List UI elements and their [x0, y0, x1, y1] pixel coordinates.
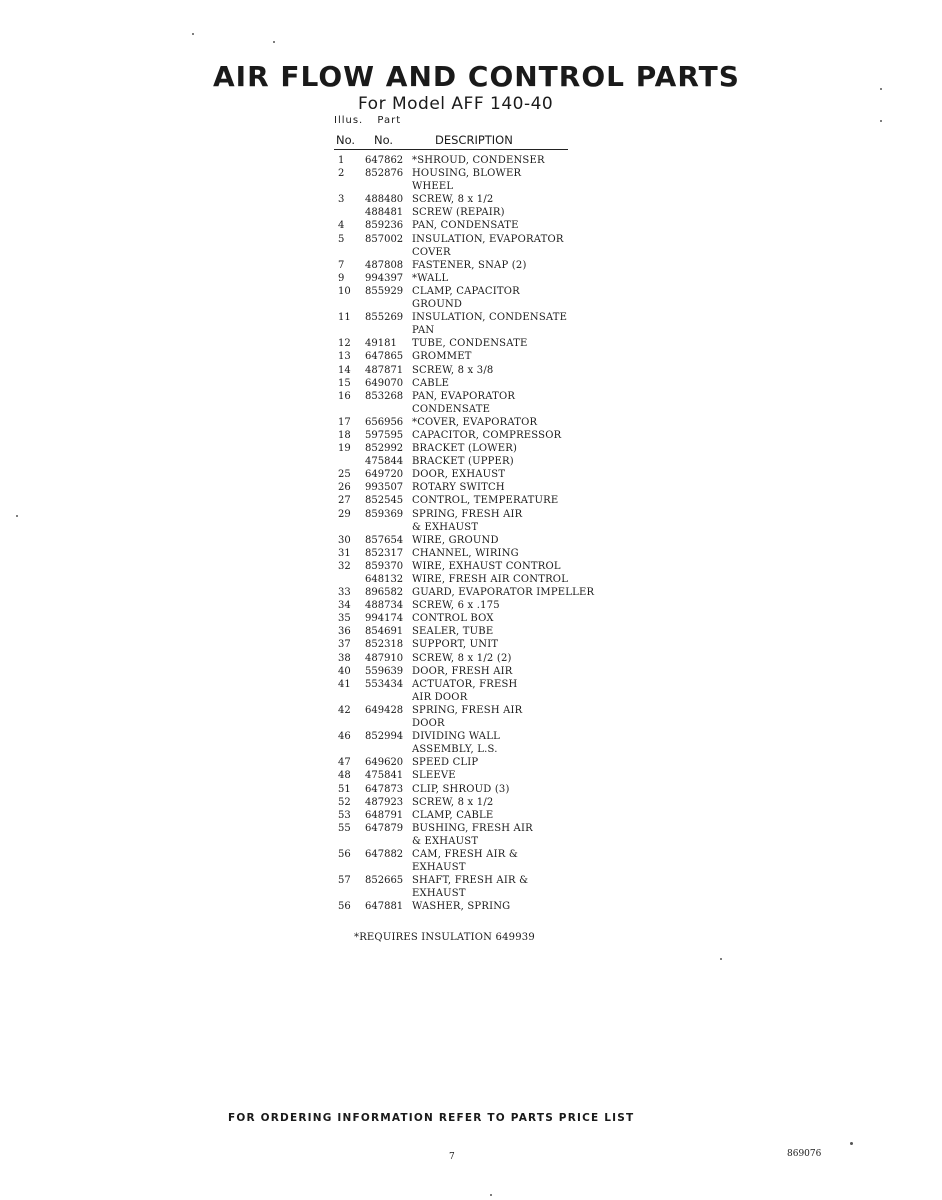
part-description: SUPPORT, UNIT: [412, 639, 499, 651]
part-row: [334, 403, 614, 416]
illus-number: 7: [338, 259, 345, 271]
part-row: [334, 638, 614, 651]
part-description: SLEEVE: [412, 770, 456, 782]
part-number: 852994: [365, 731, 404, 743]
part-row: [334, 311, 614, 324]
part-description: GUARD, EVAPORATOR IMPELLER: [412, 587, 595, 599]
part-number: 852317: [365, 547, 404, 559]
illus-number: 18: [338, 429, 351, 441]
part-number: 647881: [365, 901, 404, 913]
illus-number: 46: [338, 731, 351, 743]
illus-number: 42: [338, 704, 351, 716]
part-row: [334, 756, 614, 769]
part-row: [334, 783, 614, 796]
part-no-header: No.: [374, 133, 394, 147]
scan-speck: [16, 515, 18, 517]
part-number: 487808: [365, 259, 404, 271]
scan-speck: [880, 120, 882, 122]
part-row: [334, 390, 614, 403]
illus-number: 14: [338, 364, 351, 376]
part-number: 649428: [365, 704, 404, 716]
part-row: [334, 730, 614, 743]
part-row: [334, 704, 614, 717]
part-description: GROUND: [412, 299, 463, 311]
part-row: [334, 691, 614, 704]
part-description: SCREW, 8 x 1/2: [412, 796, 494, 808]
part-number: 896582: [365, 587, 404, 599]
part-description: SPRING, FRESH AIR: [412, 704, 523, 716]
illus-number: 2: [338, 168, 345, 180]
part-number: 649720: [365, 469, 404, 481]
scan-speck: [192, 33, 194, 35]
part-description: ACTUATOR, FRESH: [412, 678, 518, 690]
illus-number: 36: [338, 626, 351, 638]
part-row: [334, 652, 614, 665]
part-number: 859236: [365, 220, 404, 232]
part-description: *SHROUD, CONDENSER: [412, 155, 545, 166]
part-number: 656956: [365, 416, 404, 428]
part-description: CAPACITOR, COMPRESSOR: [412, 429, 562, 441]
part-number: 994174: [365, 613, 404, 625]
part-number: 597595: [365, 429, 404, 441]
part-number: 857654: [365, 534, 404, 546]
part-row: [334, 508, 614, 521]
part-number: 647882: [365, 848, 404, 860]
description-header: DESCRIPTION: [435, 133, 513, 147]
model-subtitle: For Model AFF 140-40: [358, 94, 554, 114]
part-description: INSULATION, CONDENSATE: [412, 312, 568, 324]
part-row: [334, 298, 614, 311]
part-description: COVER: [412, 246, 451, 258]
part-description: SEALER, TUBE: [412, 626, 494, 638]
scan-speck: [490, 1194, 492, 1196]
part-row: [334, 206, 614, 219]
part-description: *WALL: [412, 272, 449, 284]
part-row: [334, 809, 614, 822]
part-row: [334, 180, 614, 193]
illus-number: 51: [338, 783, 351, 795]
part-description: & EXHAUST: [412, 521, 479, 533]
part-row: [334, 377, 614, 390]
illus-number: 41: [338, 678, 351, 690]
part-description: BUSHING, FRESH AIR: [412, 822, 533, 834]
part-description: CLAMP, CAPACITOR: [412, 285, 520, 297]
part-number: 559639: [365, 665, 404, 677]
part-number: 49181: [365, 338, 397, 350]
part-number: 853268: [365, 390, 404, 402]
part-row: [334, 193, 614, 206]
part-row: [334, 494, 614, 507]
scan-speck: [850, 1142, 853, 1145]
part-row: [334, 665, 614, 678]
scan-speck: [273, 41, 275, 43]
illus-number: 5: [338, 233, 345, 245]
part-number: 855929: [365, 285, 404, 297]
part-number: 852665: [365, 875, 404, 887]
part-description: DOOR, FRESH AIR: [412, 665, 513, 677]
page-number: 7: [449, 1152, 455, 1162]
illus-number: 33: [338, 587, 351, 599]
part-row: [334, 887, 614, 900]
illus-number: 34: [338, 600, 351, 612]
part-number: 647879: [365, 822, 404, 834]
part-description: SPRING, FRESH AIR: [412, 508, 523, 520]
insulation-footnote: *REQUIRES INSULATION 649939: [354, 932, 535, 943]
part-number: 487871: [365, 364, 404, 376]
illus-number: 38: [338, 652, 351, 664]
part-description: SCREW (REPAIR): [412, 207, 505, 219]
part-description: SCREW, 8 x 1/2: [412, 194, 494, 206]
illus-number: 52: [338, 796, 351, 808]
part-row: [334, 521, 614, 534]
illus-number: 48: [338, 770, 351, 782]
part-row: [334, 337, 614, 350]
part-row: [334, 416, 614, 429]
part-description: SCREW, 6 x .175: [412, 600, 500, 612]
part-number: 553434: [365, 678, 404, 690]
illus-number: 55: [338, 822, 351, 834]
part-row: [334, 167, 614, 180]
part-number: 859370: [365, 560, 404, 572]
illus-number: 12: [338, 338, 351, 350]
part-description: DOOR: [412, 718, 445, 730]
part-row: [334, 154, 614, 167]
part-description: BRACKET (UPPER): [412, 456, 514, 468]
part-number: 993507: [365, 482, 404, 494]
page-title: AIR FLOW AND CONTROL PARTS: [213, 60, 740, 93]
part-number: 647865: [365, 351, 404, 363]
part-header-top: Part: [377, 115, 402, 126]
illus-number: 3: [338, 194, 345, 206]
part-row: [334, 573, 614, 586]
part-number: 852876: [365, 168, 404, 180]
illus-number: 57: [338, 875, 351, 887]
illus-number: 11: [338, 312, 351, 324]
part-description: ASSEMBLY, L.S.: [412, 744, 498, 756]
part-number: 647862: [365, 155, 404, 166]
part-number: 647873: [365, 783, 404, 795]
part-row: [334, 822, 614, 835]
part-row: [334, 350, 614, 363]
part-description: EXHAUST: [412, 862, 466, 874]
part-description: HOUSING, BLOWER: [412, 168, 522, 180]
part-row: [334, 468, 614, 481]
part-number: 994397: [365, 272, 404, 284]
part-description: FASTENER, SNAP (2): [412, 259, 527, 271]
part-row: [334, 455, 614, 468]
part-number: 475844: [365, 456, 404, 468]
illus-number: 4: [338, 220, 345, 232]
part-description: CAM, FRESH AIR &: [412, 848, 518, 860]
part-row: [334, 534, 614, 547]
part-description: WIRE, GROUND: [412, 534, 499, 546]
part-number: 855269: [365, 312, 404, 324]
part-number: 649620: [365, 757, 404, 769]
part-description: CLAMP, CABLE: [412, 809, 494, 821]
part-description: & EXHAUST: [412, 835, 479, 847]
column-header-top: [334, 115, 411, 126]
part-row: [334, 285, 614, 298]
illus-number: 9: [338, 272, 345, 284]
part-description: CONTROL, TEMPERATURE: [412, 495, 559, 507]
part-row: [334, 625, 614, 638]
part-description: PAN, CONDENSATE: [412, 220, 519, 232]
illus-number: 53: [338, 809, 351, 821]
illus-number: 37: [338, 639, 351, 651]
part-number: 487910: [365, 652, 404, 664]
illus-number: 27: [338, 495, 351, 507]
part-number: 488481: [365, 207, 404, 219]
illus-number: 19: [338, 443, 351, 455]
part-row: [334, 586, 614, 599]
part-description: AIR DOOR: [412, 691, 468, 703]
illus-number: 29: [338, 508, 351, 520]
part-description: CHANNEL, WIRING: [412, 547, 519, 559]
illus-number: 10: [338, 285, 351, 297]
part-description: WIRE, EXHAUST CONTROL: [412, 560, 561, 572]
part-row: [334, 429, 614, 442]
part-description: DIVIDING WALL: [412, 731, 500, 743]
part-row: [334, 259, 614, 272]
part-row: [334, 219, 614, 232]
part-description: PAN: [412, 325, 435, 337]
part-description: *COVER, EVAPORATOR: [412, 416, 538, 428]
part-row: [334, 272, 614, 285]
part-description: GROMMET: [412, 351, 472, 363]
part-number: 649070: [365, 377, 404, 389]
part-row: [334, 547, 614, 560]
part-description: BRACKET (LOWER): [412, 443, 518, 455]
part-description: DOOR, EXHAUST: [412, 469, 506, 481]
ordering-info: FOR ORDERING INFORMATION REFER TO PARTS PRICE LIST: [228, 1112, 635, 1124]
illus-number: 56: [338, 901, 351, 913]
illus-number: 56: [338, 848, 351, 860]
part-row: [334, 848, 614, 861]
part-number: 648791: [365, 809, 404, 821]
part-number: 859369: [365, 508, 404, 520]
part-number: 475841: [365, 770, 404, 782]
part-row: [334, 900, 614, 913]
illus-number: 25: [338, 469, 351, 481]
part-row: [334, 560, 614, 573]
part-row: [334, 835, 614, 848]
illus-number: 26: [338, 482, 351, 494]
part-number: 488480: [365, 194, 404, 206]
part-number: 648132: [365, 574, 404, 585]
part-number: 852992: [365, 443, 404, 455]
part-description: ROTARY SWITCH: [412, 482, 505, 494]
illus-number: 13: [338, 351, 351, 363]
part-row: [334, 717, 614, 730]
part-number: 852318: [365, 639, 404, 651]
part-description: SCREW, 8 x 3/8: [412, 364, 494, 376]
illus-number: 1: [338, 155, 345, 166]
part-description: CABLE: [412, 377, 450, 389]
illus-number: 15: [338, 377, 351, 389]
part-number: 852545: [365, 495, 404, 507]
scan-speck: [720, 958, 722, 960]
column-header: [334, 132, 568, 150]
part-description: PAN, EVAPORATOR: [412, 390, 516, 402]
part-description: WHEEL: [412, 181, 454, 193]
part-row: [334, 324, 614, 337]
part-number: 854691: [365, 626, 404, 638]
illus-header-top: Illus.: [334, 115, 364, 126]
part-row: [334, 743, 614, 756]
part-number: 857002: [365, 233, 404, 245]
parts-list: [334, 154, 614, 913]
part-number: 488734: [365, 600, 404, 612]
part-description: CONDENSATE: [412, 403, 491, 415]
part-description: WIRE, FRESH AIR CONTROL: [412, 574, 569, 585]
part-row: [334, 769, 614, 782]
part-number: 487923: [365, 796, 404, 808]
illus-number: 47: [338, 757, 351, 769]
part-description: SHAFT, FRESH AIR &: [412, 875, 529, 887]
illus-number: 30: [338, 534, 351, 546]
part-row: [334, 796, 614, 809]
scan-speck: [880, 88, 882, 90]
part-row: [334, 233, 614, 246]
part-row: [334, 442, 614, 455]
part-row: [334, 612, 614, 625]
document-number: 869076: [787, 1149, 822, 1159]
illus-number: 16: [338, 390, 351, 402]
part-row: [334, 364, 614, 377]
illus-no-header: No.: [336, 133, 356, 147]
illus-number: 17: [338, 416, 351, 428]
part-description: SPEED CLIP: [412, 757, 479, 769]
illus-number: 40: [338, 665, 351, 677]
part-row: [334, 861, 614, 874]
part-description: CLIP, SHROUD (3): [412, 783, 510, 795]
part-description: TUBE, CONDENSATE: [412, 338, 528, 350]
part-description: SCREW, 8 x 1/2 (2): [412, 652, 512, 664]
illus-number: 31: [338, 547, 351, 559]
part-row: [334, 678, 614, 691]
part-description: CONTROL BOX: [412, 613, 494, 625]
part-row: [334, 874, 614, 887]
part-row: [334, 246, 614, 259]
illus-number: 32: [338, 560, 351, 572]
part-description: EXHAUST: [412, 888, 466, 900]
part-description: INSULATION, EVAPORATOR: [412, 233, 564, 245]
illus-number: 35: [338, 613, 351, 625]
part-row: [334, 599, 614, 612]
part-row: [334, 481, 614, 494]
part-description: WASHER, SPRING: [412, 901, 511, 913]
